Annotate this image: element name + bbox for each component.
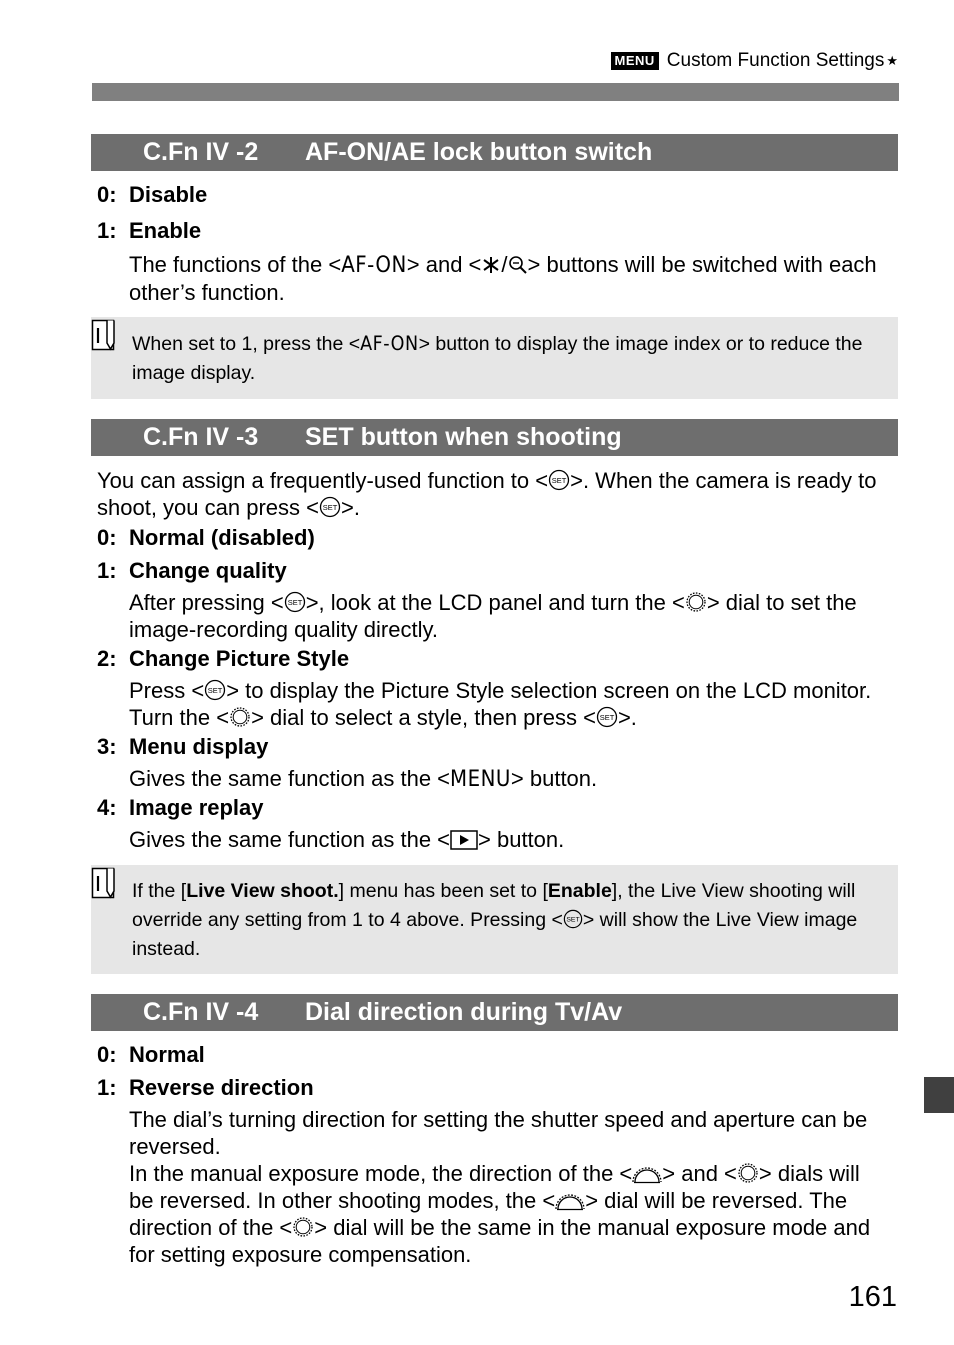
menu-button-label: MENU — [450, 767, 511, 792]
section-intro: You can assign a frequently-used function to < >. When the camera is ready to shoot, you can press < >. — [97, 468, 877, 520]
quick-control-dial-icon — [737, 1162, 759, 1184]
section-number: C.Fn IV -2 — [143, 138, 259, 166]
note-box-1 — [91, 317, 898, 399]
set-button-icon — [596, 706, 618, 728]
ae-lock-icon — [481, 255, 501, 275]
option-normal-disabled — [97, 525, 315, 551]
header-title: Custom Function Settings — [666, 50, 885, 71]
option-enable — [97, 218, 201, 244]
option-index: 1: — [97, 218, 117, 243]
option-disable — [97, 182, 207, 208]
main-dial-icon — [632, 1162, 662, 1184]
change-quality-description: After pressing < >, look at the LCD panel and turn the < > dial to set the image-recording quality directly. — [129, 590, 857, 642]
option-reverse-direction — [97, 1075, 314, 1101]
playback-icon — [450, 830, 478, 850]
quick-control-dial-icon — [685, 591, 707, 613]
option-normal — [97, 1042, 205, 1068]
section-number: C.Fn IV -3 — [143, 423, 259, 451]
set-button-icon — [284, 591, 306, 613]
af-on-label: AF-ON — [341, 253, 407, 278]
option-menu-display — [97, 734, 268, 760]
option-label: Image replay — [129, 795, 264, 820]
option-index: 2: — [97, 646, 117, 671]
setting-enable: Enable — [547, 880, 612, 902]
enable-description: The functions of the <AF-ON> and < / > buttons will be switched with each other’s function. — [129, 252, 877, 305]
section-header-cfn-iv-2 — [91, 134, 898, 171]
section-title: Dial direction during Tv/Av — [305, 998, 623, 1026]
quick-control-dial-icon — [229, 706, 251, 728]
zoom-out-icon — [508, 255, 528, 275]
af-on-label: AF-ON — [360, 332, 419, 355]
page-number: 161 — [848, 1281, 897, 1313]
note-text: If the [Live View shoot.] menu has been set to [Enable], the Live View shooting will override any setting from 1 to 4 above. Pressing < > will show the Live View image instead. — [132, 880, 858, 960]
option-index: 0: — [97, 182, 117, 207]
set-button-icon — [563, 909, 583, 929]
menu-display-description: Gives the same function as the <MENU> button. — [129, 766, 598, 792]
option-label: Normal — [129, 1042, 205, 1067]
option-index: 1: — [97, 558, 117, 583]
menu-item-live-view-shoot: Live View shoot. — [186, 880, 339, 902]
note-pencil-icon — [91, 867, 119, 903]
option-label: Reverse direction — [129, 1075, 314, 1100]
quick-control-dial-icon — [292, 1216, 314, 1238]
reverse-desc-1: The dial’s turning direction for setting the shutter speed and aperture can be reversed. — [129, 1107, 868, 1159]
option-change-picture-style — [97, 646, 349, 672]
section-header-cfn-iv-4 — [91, 994, 898, 1031]
menu-badge: MENU — [611, 52, 659, 70]
reverse-direction-description — [129, 1106, 879, 1268]
option-label: Disable — [129, 182, 208, 207]
note-box-2 — [91, 865, 898, 974]
option-label: Enable — [129, 218, 202, 243]
option-index: 0: — [97, 525, 117, 550]
image-replay-description: Gives the same function as the < > button. — [129, 827, 565, 852]
option-label: Normal (disabled) — [129, 525, 315, 550]
option-label: Change quality — [129, 558, 287, 583]
option-index: 4: — [97, 795, 117, 820]
set-button-icon — [548, 469, 570, 491]
option-index: 1: — [97, 1075, 117, 1100]
reverse-desc-2: In the manual exposure mode, the direction of the < > and < > dials will be reversed. In other shooting modes, the < > dial will be reversed. The direction of the < > dial will be the same in the manual exposure mode and for setting exposure compensation. — [129, 1161, 871, 1267]
option-index: 3: — [97, 734, 117, 759]
set-button-icon — [204, 679, 226, 701]
header-star: ★ — [886, 53, 898, 68]
section-header-cfn-iv-3 — [91, 419, 898, 456]
option-index: 0: — [97, 1042, 117, 1067]
option-image-replay — [97, 795, 264, 821]
chapter-tab-marker — [924, 1077, 954, 1113]
option-label: Change Picture Style — [129, 646, 350, 671]
note-pencil-icon — [91, 319, 119, 355]
section-title: AF-ON/AE lock button switch — [305, 138, 653, 166]
section-number: C.Fn IV -4 — [143, 998, 259, 1026]
header-rule — [92, 83, 899, 101]
option-change-quality — [97, 558, 287, 584]
section-title: SET button when shooting — [305, 423, 622, 451]
option-label: Menu display — [129, 734, 269, 759]
set-button-icon — [319, 496, 341, 518]
note-text: When set to 1, press the <AF-ON> button to display the image index or to reduce the image display. — [132, 332, 863, 384]
running-header — [611, 50, 898, 72]
change-picture-style-description: Press < > to display the Picture Style selection screen on the LCD monitor. Turn the < > dial to select a style, then press < >. — [129, 678, 872, 730]
main-dial-icon — [555, 1189, 585, 1211]
